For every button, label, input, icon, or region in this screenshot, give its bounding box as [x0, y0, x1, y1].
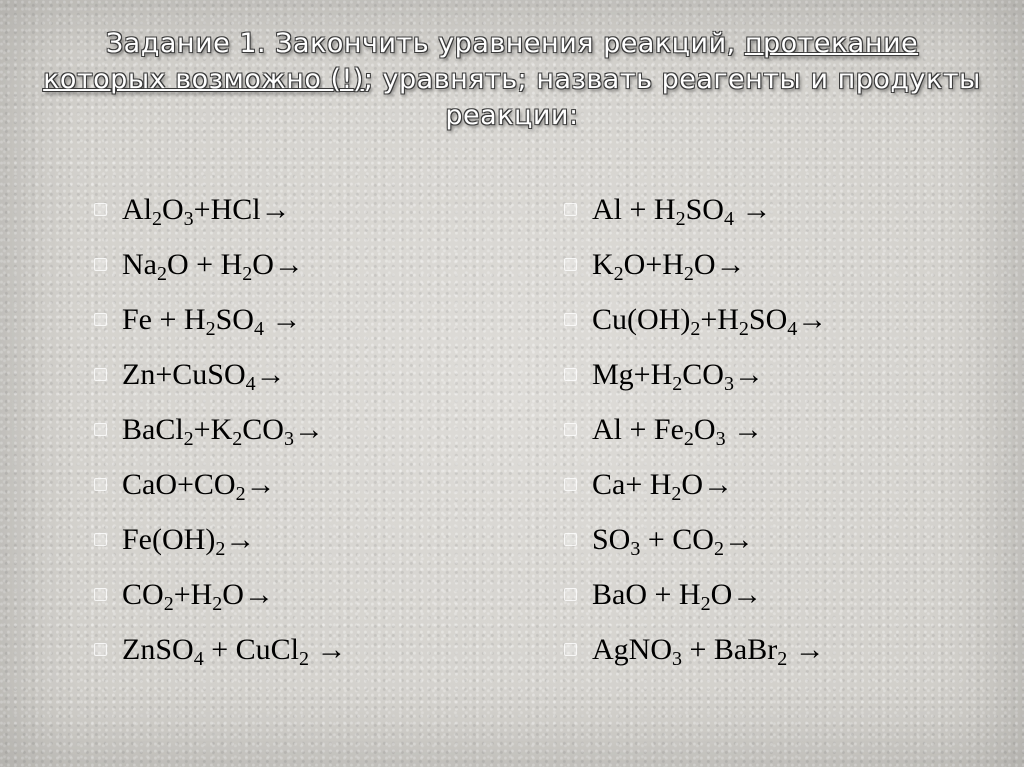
bullet-icon: [94, 478, 107, 491]
equation-text: $Na_2O + H_2O\to$: [122, 248, 304, 285]
equation-item: [562, 182, 827, 237]
equation-item: [92, 457, 346, 512]
bullet-icon: [564, 533, 577, 546]
equation-text: $Ca+ H_2O\to$: [592, 468, 734, 505]
equation-item: [562, 402, 827, 457]
equation-text: $Al + H_2SO_4$ →: [592, 193, 772, 230]
equation-text: $SO_3 + CO_2\to$: [592, 523, 754, 560]
left-equation-list: [92, 182, 346, 677]
bullet-icon: [94, 368, 107, 381]
bullet-icon: [564, 478, 577, 491]
bullet-icon: [94, 313, 107, 326]
equation-text: $Fe + H_2SO_4$ →: [122, 303, 302, 340]
bullet-icon: [564, 423, 577, 436]
equation-item: [562, 292, 827, 347]
equation-item: [562, 457, 827, 512]
equation-text: $Al_2O_3+HCl\to$: [122, 193, 291, 230]
bullet-icon: [564, 588, 577, 601]
equation-item: [562, 567, 827, 622]
equation-text: Zn+CuSO$_4$→: [122, 358, 286, 395]
bullet-icon: [94, 423, 107, 436]
equation-item: [562, 237, 827, 292]
equation-text: $BaCl_2+K_2CO_3\to$: [122, 413, 324, 450]
equation-text: ZnSO$_4$ + CuCl$_2$ →: [122, 633, 347, 670]
equation-text: $CO_2+H_2O\to$: [122, 578, 274, 615]
bullet-icon: [94, 643, 107, 656]
equation-item: [92, 292, 346, 347]
bullet-icon: [564, 313, 577, 326]
equation-item: [92, 512, 346, 567]
bullet-icon: [94, 258, 107, 271]
equation-item: [562, 512, 827, 567]
equation-item: [92, 237, 346, 292]
equation-text: $CaO+CO_2\to$: [122, 468, 276, 505]
bullet-icon: [564, 258, 577, 271]
right-equation-list: [562, 182, 827, 677]
equation-item: [562, 622, 827, 677]
equation-text: $Mg+H_2CO_3\to$: [592, 358, 764, 395]
equation-item: [92, 567, 346, 622]
bullet-icon: [94, 588, 107, 601]
equation-text: $Al + Fe_2O_3$ →: [592, 413, 764, 450]
task-title: [40, 26, 984, 134]
equation-item: [92, 622, 346, 677]
equation-item: [92, 347, 346, 402]
title-part-1: Задание 1. Закончить уравнения реакций,: [105, 28, 745, 59]
equation-text: $Cu(OH)_2+H_2SO_4\to$: [592, 303, 828, 340]
bullet-icon: [564, 203, 577, 216]
equation-text: $K_2O+H_2O\to$: [592, 248, 746, 285]
title-part-2: ; уравнять; назвать реагенты и продукты реакции:: [363, 64, 981, 131]
equation-item: [562, 347, 827, 402]
equation-text: BaO + $H_2O\to$: [592, 578, 763, 615]
bullet-icon: [94, 533, 107, 546]
bullet-icon: [564, 643, 577, 656]
equation-text: AgNO$_3$ + BaBr$_2$ →: [592, 633, 825, 670]
equation-item: [92, 182, 346, 237]
bullet-icon: [564, 368, 577, 381]
bullet-icon: [94, 203, 107, 216]
equation-item: [92, 402, 346, 457]
title-underlined: протекание которых возможно (!): [43, 28, 919, 95]
equation-text: $Fe(OH)_2\to$: [122, 523, 256, 560]
